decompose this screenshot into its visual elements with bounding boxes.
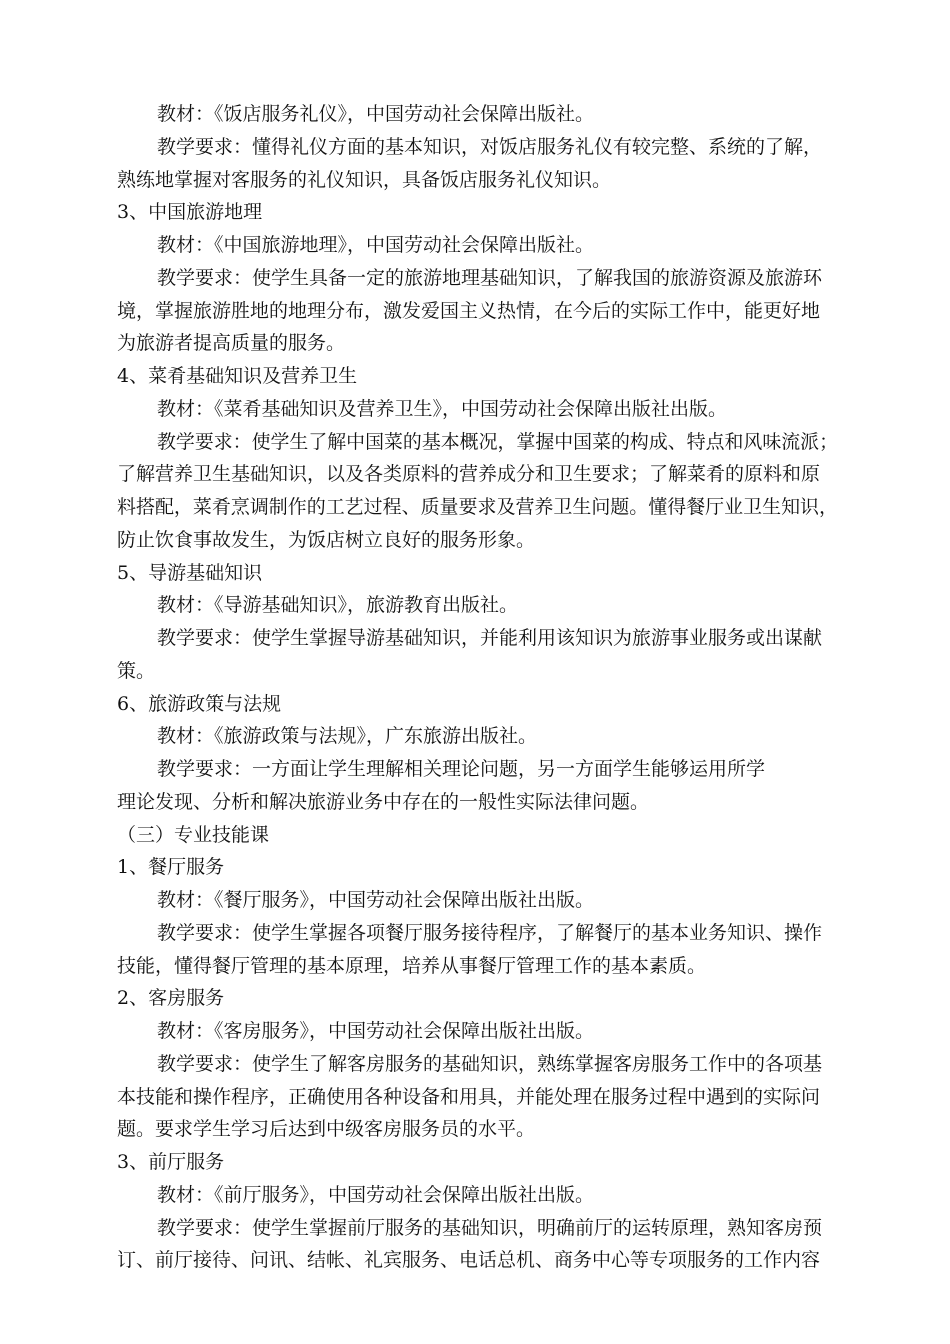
text-line: 教材：《餐厅服务》，中国劳动社会保障出版社出版。 bbox=[157, 889, 595, 911]
text-line: 料搭配，菜肴烹调制作的工艺过程、质量要求及营养卫生问题。懂得餐厅业卫生知识， bbox=[117, 496, 839, 518]
text-line: 本技能和操作程序，正确使用各种设备和用具，并能处理在服务过程中遇到的实际问 bbox=[117, 1085, 821, 1108]
text-line: 教学要求：使学生掌握各项餐厅服务接待程序，了解餐厅的基本业务知识、操作 bbox=[157, 921, 823, 944]
text-line: 策。 bbox=[117, 659, 156, 682]
text-line: 3、前厅服务 bbox=[117, 1151, 225, 1173]
text-line: 教材：《饭店服务礼仪》，中国劳动社会保障出版社。 bbox=[157, 103, 595, 125]
text-line: 理论发现、分析和解决旅游业务中存在的一般性实际法律问题。 bbox=[117, 790, 650, 813]
text-line: 教学要求：使学生掌握导游基础知识，并能利用该知识为旅游事业服务或出谋献 bbox=[157, 627, 823, 649]
text-line: 教材：《前厅服务》，中国劳动社会保障出版社出版。 bbox=[157, 1183, 595, 1206]
text-line: 教材：《客房服务》，中国劳动社会保障出版社出版。 bbox=[157, 1020, 595, 1042]
text-line: 教材：《旅游政策与法规》，广东旅游出版社。 bbox=[157, 725, 538, 748]
text-line: 技能，懂得餐厅管理的基本原理，培养从事餐厅管理工作的基本素质。 bbox=[117, 954, 707, 977]
text-line: 5、导游基础知识 bbox=[117, 561, 263, 584]
text-line: 境，掌握旅游胜地的地理分布，激发爱国主义热情，在今后的实际工作中，能更好地 bbox=[117, 299, 821, 322]
text-line: （三）专业技能课 bbox=[117, 823, 270, 846]
text-line: 1、餐厅服务 bbox=[117, 856, 225, 879]
text-line: 教材：《中国旅游地理》，中国劳动社会保障出版社。 bbox=[157, 234, 595, 256]
text-line: 教学要求：使学生掌握前厅服务的基础知识，明确前厅的运转原理，熟知客房预 bbox=[157, 1216, 823, 1239]
text-line: 4、菜肴基础知识及营养卫生 bbox=[117, 365, 358, 387]
text-line: 题。要求学生学习后达到中级客房服务员的水平。 bbox=[117, 1118, 536, 1141]
text-line: 熟练地掌握对客服务的礼仪知识，具备饭店服务礼仪知识。 bbox=[117, 168, 612, 191]
text-line: 3、中国旅游地理 bbox=[117, 201, 263, 224]
text-line: 防止饮食事故发生，为饭店树立良好的服务形象。 bbox=[117, 528, 536, 551]
text-line: 教学要求：使学生了解中国菜的基本概况，掌握中国菜的构成、特点和风味流派； bbox=[157, 430, 839, 453]
text-line: 2、客房服务 bbox=[117, 987, 225, 1010]
text-line: 教材：《导游基础知识》，旅游教育出版社。 bbox=[157, 594, 519, 617]
text-line: 教材：《菜肴基础知识及营养卫生》，中国劳动社会保障出版社出版。 bbox=[157, 397, 728, 420]
text-line: 为旅游者提高质量的服务。 bbox=[117, 332, 346, 355]
text-line: 教学要求：一方面让学生理解相关理论问题，另一方面学生能够运用所学 bbox=[157, 758, 766, 780]
text-line: 教学要求：使学生具备一定的旅游地理基础知识，了解我国的旅游资源及旅游环 bbox=[157, 266, 823, 289]
text-line: 了解营养卫生基础知识，以及各类原料的营养成分和卫生要求；了解菜肴的原料和原 bbox=[117, 463, 821, 486]
text-line: 6、旅游政策与法规 bbox=[117, 692, 282, 715]
text-line: 订、前厅接待、问讯、结帐、礼宾服务、电话总机、商务中心等专项服务的工作内容 bbox=[117, 1249, 821, 1272]
text-line: 教学要求：懂得礼仪方面的基本知识，对饭店服务礼仪有较完整、系统的了解， bbox=[157, 135, 823, 158]
text-line: 教学要求：使学生了解客房服务的基础知识，熟练掌握客房服务工作中的各项基 bbox=[157, 1052, 823, 1075]
